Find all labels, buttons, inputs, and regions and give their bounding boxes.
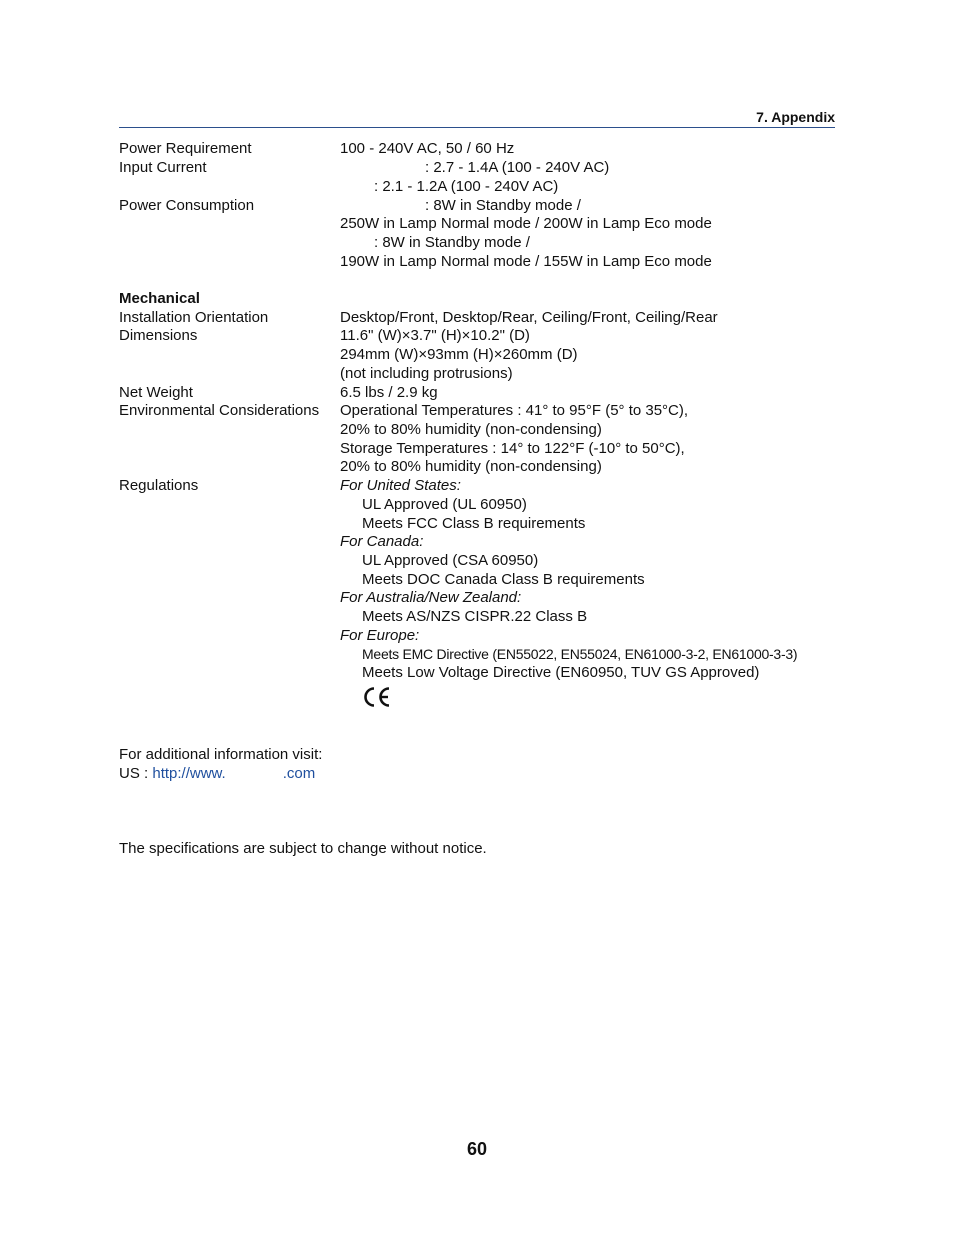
regulation-us-heading: For United States:	[340, 477, 461, 494]
header-rule	[119, 127, 835, 128]
dimensions-line: 11.6" (W)×3.7" (H)×10.2" (D)	[340, 327, 530, 344]
additional-info-text: For additional information visit:	[119, 746, 323, 763]
regulation-canada-heading: For Canada:	[340, 533, 424, 550]
input-current-line: : 2.7 - 1.4A (100 - 240V AC)	[425, 159, 610, 176]
environment-label: Environmental Considerations	[119, 402, 320, 419]
power-requirement-label: Power Requirement	[119, 140, 252, 157]
mechanical-heading: Mechanical	[119, 290, 200, 307]
regulation-europe-heading: For Europe:	[340, 627, 420, 644]
regulation-australia-heading: For Australia/New Zealand:	[340, 589, 522, 606]
power-consumption-line: : 8W in Standby mode /	[374, 234, 530, 251]
environment-line: 20% to 80% humidity (non-condensing)	[340, 458, 602, 475]
us-link-line	[119, 764, 315, 783]
ce-mark-icon	[362, 686, 392, 708]
regulation-line: UL Approved (UL 60950)	[362, 496, 527, 513]
dimensions-line: 294mm (W)×93mm (H)×260mm (D)	[340, 346, 578, 363]
power-consumption-line: : 8W in Standby mode /	[425, 197, 581, 214]
dimensions-label: Dimensions	[119, 327, 198, 344]
orientation-label: Installation Orientation	[119, 309, 269, 326]
regulation-line: Meets FCC Class B requirements	[362, 515, 586, 532]
net-weight-value: 6.5 lbs / 2.9 kg	[340, 384, 438, 401]
input-current-label: Input Current	[119, 159, 207, 176]
regulation-line: Meets DOC Canada Class B requirements	[362, 571, 645, 588]
input-current-line: : 2.1 - 1.2A (100 - 240V AC)	[374, 178, 559, 195]
page-number: 60	[466, 1139, 488, 1159]
change-notice: The specifications are subject to change without notice.	[119, 840, 487, 857]
website-link-start[interactable]: http://www.	[152, 765, 226, 782]
power-consumption-line: 250W in Lamp Normal mode / 200W in Lamp Eco mode	[340, 215, 712, 232]
regulations-label: Regulations	[119, 477, 199, 494]
orientation-value: Desktop/Front, Desktop/Rear, Ceiling/Front, Ceiling/Rear	[340, 309, 718, 326]
regulation-line: Meets Low Voltage Directive (EN60950, TUV GS Approved)	[362, 664, 760, 681]
website-link-end[interactable]: .com	[282, 765, 316, 782]
us-prefix: US :	[119, 765, 149, 782]
power-consumption-label: Power Consumption	[119, 197, 255, 214]
regulation-line: Meets EMC Directive (EN55022, EN55024, EN61000-3-2, EN61000-3-3)	[362, 646, 798, 662]
environment-line: Storage Temperatures : 14° to 122°F (-10° to 50°C),	[340, 440, 685, 457]
net-weight-label: Net Weight	[119, 384, 193, 401]
power-consumption-line: 190W in Lamp Normal mode / 155W in Lamp Eco mode	[340, 253, 712, 270]
section-header: 7. Appendix	[756, 109, 835, 125]
dimensions-line: (not including protrusions)	[340, 365, 513, 382]
regulation-line: UL Approved (CSA 60950)	[362, 552, 539, 569]
regulation-line: Meets AS/NZS CISPR.22 Class B	[362, 608, 588, 625]
environment-line: Operational Temperatures : 41° to 95°F (5° to 35°C),	[340, 402, 689, 419]
environment-line: 20% to 80% humidity (non-condensing)	[340, 421, 602, 438]
power-requirement-value: 100 - 240V AC, 50 / 60 Hz	[340, 140, 515, 157]
